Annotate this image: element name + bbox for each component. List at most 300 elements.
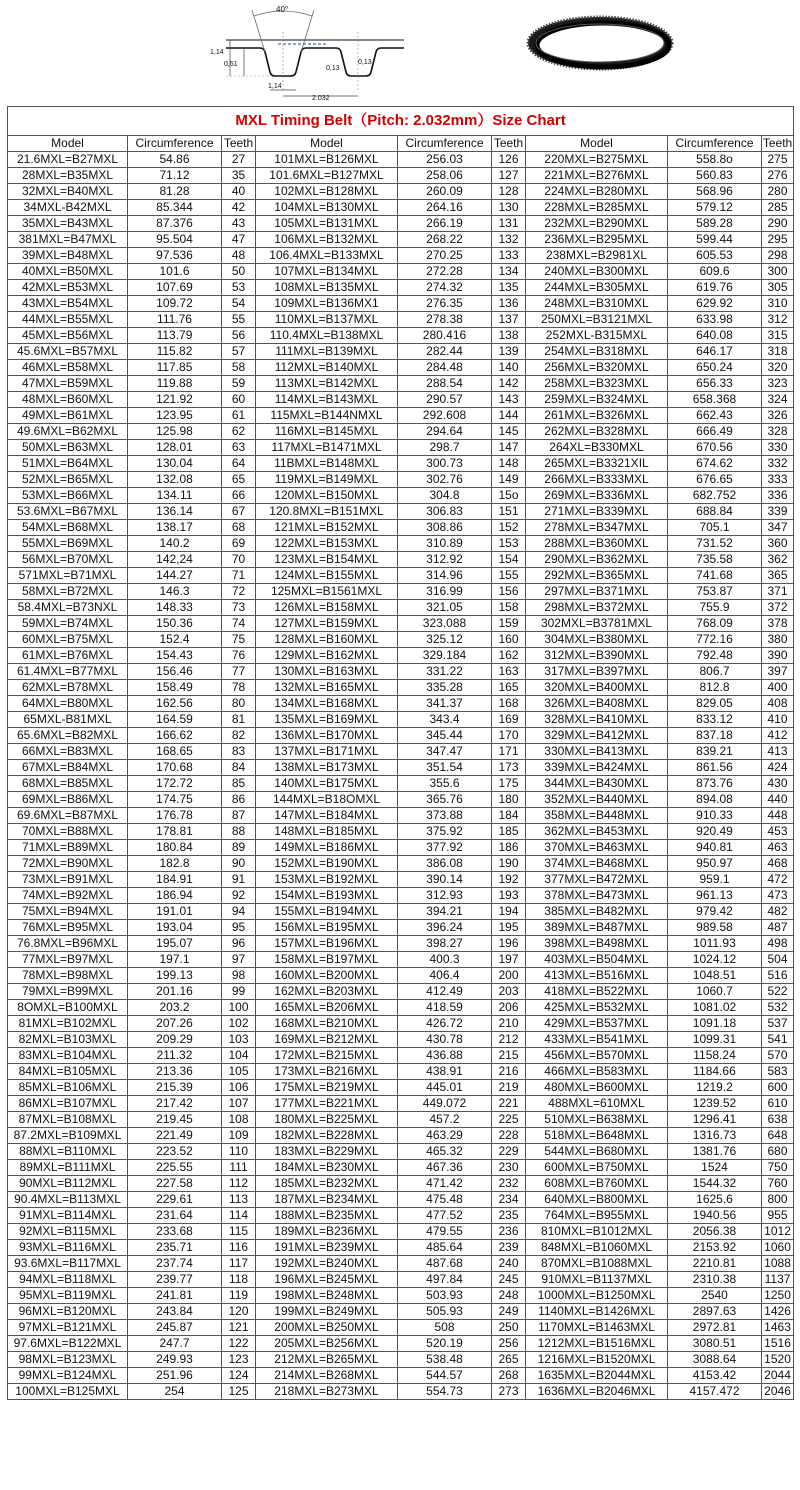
circumference-cell: 113.79 [128,328,222,344]
column-header-row [8,136,794,152]
table-body [8,152,794,1400]
circumference-cell: 554.73 [398,1384,492,1400]
circumference-cell: 150.36 [128,616,222,632]
circumference-cell: 355.6 [398,776,492,792]
teeth-cell: 365 [762,568,794,584]
model-cell: 147MXL=B184MXL [256,808,398,824]
table-row [8,488,794,504]
model-cell: 288MXL=B360MXL [526,536,668,552]
circumference-cell: 920.49 [668,824,762,840]
teeth-cell: 81 [222,712,256,728]
circumference-cell: 247.7 [128,1336,222,1352]
teeth-cell: 305 [762,280,794,296]
model-cell: 101MXL=B126MXL [256,152,398,168]
model-cell: 91MXL=B114MXL [8,1208,128,1224]
teeth-cell: 60 [222,392,256,408]
circumference-cell: 741.68 [668,568,762,584]
circumference-cell: 605.53 [668,248,762,264]
table-row [8,408,794,424]
circumference-cell: 1091.18 [668,1016,762,1032]
model-cell: 298MXL=B372MXL [526,600,668,616]
model-cell: 79MXL=B99MXL [8,984,128,1000]
teeth-cell: 87 [222,808,256,824]
circumference-cell: 292.608 [398,408,492,424]
table-row [8,1064,794,1080]
teeth-cell: 412 [762,728,794,744]
circumference-cell: 2056.38 [668,1224,762,1240]
teeth-cell: 91 [222,872,256,888]
teeth-cell: 276 [762,168,794,184]
table-row [8,1336,794,1352]
circumference-cell: 351.54 [398,760,492,776]
model-cell: 433MXL=B541MXL [526,1032,668,1048]
circumference-cell: 390.14 [398,872,492,888]
teeth-cell: 127 [492,168,526,184]
circumference-cell: 772.16 [668,632,762,648]
circumference-cell: 245.87 [128,1320,222,1336]
table-row [8,936,794,952]
table-row [8,344,794,360]
circumference-cell: 254 [128,1384,222,1400]
model-cell: 85MXL=B106MXL [8,1080,128,1096]
circumference-cell: 1625.6 [668,1192,762,1208]
teeth-cell: 197 [492,952,526,968]
model-cell: 1636MXL=B2046MXL [526,1384,668,1400]
circumference-cell: 839.21 [668,744,762,760]
model-cell: 292MXL=B365MXL [526,568,668,584]
model-cell: 1000MXL=B1250MXL [526,1288,668,1304]
teeth-cell: 171 [492,744,526,760]
model-cell: 49.6MXL=B62MXL [8,424,128,440]
circumference-cell: 438.91 [398,1064,492,1080]
model-cell: 67MXL=B84MXL [8,760,128,776]
teeth-cell: 472 [762,872,794,888]
teeth-cell: 94 [222,904,256,920]
model-cell: 250MXL=B3121MXL [526,312,668,328]
teeth-cell: 372 [762,600,794,616]
circumference-cell: 508 [398,1320,492,1336]
circumference-cell: 172.72 [128,776,222,792]
model-cell: 328MXL=B410MXL [526,712,668,728]
circumference-cell: 365.76 [398,792,492,808]
teeth-cell: 122 [222,1336,256,1352]
model-cell: 134MXL=B168MXL [256,696,398,712]
teeth-cell: 126 [492,152,526,168]
belt-photo [525,12,675,74]
table-row [8,1384,794,1400]
circumference-cell: 312.93 [398,888,492,904]
model-cell: 42MXL=B53MXL [8,280,128,296]
teeth-cell: 185 [492,824,526,840]
model-cell: 168MXL=B210MXL [256,1016,398,1032]
teeth-cell: 285 [762,200,794,216]
circumference-cell: 656.33 [668,376,762,392]
model-cell: 1216MXL=B1520MXL [526,1352,668,1368]
teeth-cell: 235 [492,1208,526,1224]
model-cell: 45MXL=B56MXL [8,328,128,344]
teeth-cell: 498 [762,936,794,952]
teeth-cell: 40 [222,184,256,200]
teeth-cell: 2044 [762,1368,794,1384]
circumference-cell: 197.1 [128,952,222,968]
teeth-cell: 487 [762,920,794,936]
model-cell: 90.4MXL=B113MXL [8,1192,128,1208]
teeth-cell: 275 [762,152,794,168]
teeth-cell: 86 [222,792,256,808]
circumference-cell: 1544.32 [668,1176,762,1192]
teeth-cell: 212 [492,1032,526,1048]
circumference-cell: 731.52 [668,536,762,552]
teeth-cell: 268 [492,1368,526,1384]
teeth-cell: 97 [222,952,256,968]
teeth-cell: 397 [762,664,794,680]
table-row [8,968,794,984]
table-row [8,664,794,680]
teeth-cell: 104 [222,1048,256,1064]
model-cell: 429MXL=B537MXL [526,1016,668,1032]
size-chart-table [7,106,794,1400]
teeth-cell: 96 [222,936,256,952]
teeth-cell: 265 [492,1352,526,1368]
circumference-cell: 386.08 [398,856,492,872]
circumference-cell: 457.2 [398,1112,492,1128]
table-row [8,776,794,792]
teeth-cell: 186 [492,840,526,856]
model-cell: 377MXL=B472MXL [526,872,668,888]
model-cell: 162MXL=B203MXL [256,984,398,1000]
teeth-cell: 133 [492,248,526,264]
circumference-cell: 3088.64 [668,1352,762,1368]
teeth-cell: 273 [492,1384,526,1400]
model-cell: 317MXL=B397MXL [526,664,668,680]
teeth-cell: 453 [762,824,794,840]
model-cell: 488MXL=610MXL [526,1096,668,1112]
model-cell: 78MXL=B98MXL [8,968,128,984]
circumference-cell: 619.76 [668,280,762,296]
circumference-cell: 154.43 [128,648,222,664]
table-row [8,1048,794,1064]
teeth-cell: 67 [222,504,256,520]
teeth-cell: 169 [492,712,526,728]
circumference-cell: 219.45 [128,1112,222,1128]
circumference-cell: 650.24 [668,360,762,376]
teeth-cell: 105 [222,1064,256,1080]
teeth-cell: 120 [222,1304,256,1320]
teeth-cell: 116 [222,1240,256,1256]
circumference-cell: 237.74 [128,1256,222,1272]
teeth-cell: 336 [762,488,794,504]
circumference-cell: 81.28 [128,184,222,200]
teeth-cell: 184 [492,808,526,824]
circumference-cell: 270.25 [398,248,492,264]
table-row [8,1192,794,1208]
circumference-cell: 128.01 [128,440,222,456]
model-cell: 34MXL-B42MXL [8,200,128,216]
circumference-cell: 688.84 [668,504,762,520]
teeth-cell: 249 [492,1304,526,1320]
circumference-cell: 123.95 [128,408,222,424]
tooth-height-label: 0,51 [224,61,238,68]
teeth-cell: 330 [762,440,794,456]
model-cell: 61.4MXL=B77MXL [8,664,128,680]
teeth-cell: 110 [222,1144,256,1160]
teeth-cell: 152 [492,520,526,536]
table-row [8,328,794,344]
teeth-cell: 232 [492,1176,526,1192]
model-cell: 212MXL=B265MXL [256,1352,398,1368]
model-cell: 378MXL=B473MXL [526,888,668,904]
circumference-cell: 674.62 [668,456,762,472]
model-cell: 149MXL=B186MXL [256,840,398,856]
circumference-cell: 199.13 [128,968,222,984]
model-cell: 130MXL=B163MXL [256,664,398,680]
circumference-cell: 755.9 [668,600,762,616]
teeth-cell: 149 [492,472,526,488]
teeth-cell: 144 [492,408,526,424]
table-row [8,696,794,712]
model-cell: 83MXL=B104MXL [8,1048,128,1064]
circumference-cell: 256.03 [398,152,492,168]
teeth-cell: 318 [762,344,794,360]
model-cell: 258MXL=B323MXL [526,376,668,392]
model-cell: 52MXL=B65MXL [8,472,128,488]
radius-left-label: 0,13 [326,65,340,72]
circumference-cell: 209.29 [128,1032,222,1048]
circumference-cell: 4153.42 [668,1368,762,1384]
table-row [8,472,794,488]
model-cell: 165MXL=B206MXL [256,1000,398,1016]
teeth-cell: 210 [492,1016,526,1032]
model-cell: 65MXL-B81MXL [8,712,128,728]
column-header: Circumference [668,136,762,152]
circumference-cell: 191.01 [128,904,222,920]
table-row [8,952,794,968]
model-cell: 370MXL=B463MXL [526,840,668,856]
teeth-cell: 151 [492,504,526,520]
table-row [8,504,794,520]
circumference-cell: 599.44 [668,232,762,248]
model-cell: 160MXL=B200MXL [256,968,398,984]
circumference-cell: 258.06 [398,168,492,184]
table-row [8,520,794,536]
teeth-cell: 125 [222,1384,256,1400]
teeth-cell: 216 [492,1064,526,1080]
model-cell: 265MXL=B3321XIL [526,456,668,472]
table-row [8,1128,794,1144]
teeth-cell: 139 [492,344,526,360]
circumference-cell: 375.92 [398,824,492,840]
table-row [8,376,794,392]
model-cell: 113MXL=B142MXL [256,376,398,392]
teeth-cell: 140 [492,360,526,376]
circumference-cell: 156.46 [128,664,222,680]
table-row [8,168,794,184]
table-row [8,1208,794,1224]
circumference-cell: 812.8 [668,680,762,696]
circumference-cell: 306.83 [398,504,492,520]
circumference-cell: 1099.31 [668,1032,762,1048]
teeth-cell: 121 [222,1320,256,1336]
table-row [8,808,794,824]
model-cell: 238MXL=B2981XL [526,248,668,264]
circumference-cell: 560.83 [668,168,762,184]
table-row [8,1016,794,1032]
table-row [8,1288,794,1304]
table-row [8,360,794,376]
teeth-cell: 89 [222,840,256,856]
teeth-cell: 347 [762,520,794,536]
teeth-cell: 180 [492,792,526,808]
teeth-cell: 473 [762,888,794,904]
teeth-cell: 156 [492,584,526,600]
circumference-cell: 249.93 [128,1352,222,1368]
teeth-cell: 413 [762,744,794,760]
teeth-cell: 62 [222,424,256,440]
teeth-cell: 114 [222,1208,256,1224]
circumference-cell: 1524 [668,1160,762,1176]
circumference-cell: 302.76 [398,472,492,488]
model-cell: 352MXL=B440MXL [526,792,668,808]
table-row [8,648,794,664]
table-row [8,728,794,744]
circumference-cell: 558.8o [668,152,762,168]
column-header: Circumference [398,136,492,152]
model-cell: 50MXL=B63MXL [8,440,128,456]
circumference-cell: 164.59 [128,712,222,728]
tooth-profile-diagram [208,2,408,100]
model-cell: 125MXL=B1561MXL [256,584,398,600]
table-row [8,536,794,552]
teeth-cell: 42 [222,200,256,216]
model-cell: 189MXL=B236MXL [256,1224,398,1240]
circumference-cell: 806.7 [668,664,762,680]
teeth-cell: 310 [762,296,794,312]
circumference-cell: 146.3 [128,584,222,600]
teeth-cell: 131 [492,216,526,232]
model-cell: 456MXL=B570MXL [526,1048,668,1064]
teeth-cell: 219 [492,1080,526,1096]
teeth-cell: 55 [222,312,256,328]
circumference-cell: 193.04 [128,920,222,936]
circumference-cell: 1024.12 [668,952,762,968]
circumference-cell: 471.42 [398,1176,492,1192]
teeth-cell: 66 [222,488,256,504]
circumference-cell: 436.88 [398,1048,492,1064]
circumference-cell: 195.07 [128,936,222,952]
circumference-cell: 125.98 [128,424,222,440]
teeth-cell: 56 [222,328,256,344]
teeth-cell: 109 [222,1128,256,1144]
table-row [8,904,794,920]
circumference-cell: 119.88 [128,376,222,392]
teeth-cell: 240 [492,1256,526,1272]
model-cell: 45.6MXL=B57MXL [8,344,128,360]
model-cell: 196MXL=B245MXL [256,1272,398,1288]
model-cell: 55MXL=B69MXL [8,536,128,552]
circumference-cell: 538.48 [398,1352,492,1368]
teeth-cell: 99 [222,984,256,1000]
model-cell: 214MXL=B268MXL [256,1368,398,1384]
model-cell: 100MXL=B125MXL [8,1384,128,1400]
model-cell: 339MXL=B424MXL [526,760,668,776]
table-row [8,1096,794,1112]
model-cell: 148MXL=B185MXL [256,824,398,840]
model-cell: 43MXL=B54MXL [8,296,128,312]
teeth-cell: 522 [762,984,794,1000]
model-cell: 120MXL=B150MXL [256,488,398,504]
model-cell: 329MXL=B412MXL [526,728,668,744]
model-cell: 116MXL=B145MXL [256,424,398,440]
column-header: Model [526,136,668,152]
teeth-cell: 98 [222,968,256,984]
teeth-cell: 75 [222,632,256,648]
teeth-cell: 1137 [762,1272,794,1288]
table-row [8,984,794,1000]
table-title: MXL Timing Belt（Pitch: 2.032mm）Size Chart [8,107,794,136]
model-cell: 248MXL=B310MXL [526,296,668,312]
model-cell: 60MXL=B75MXL [8,632,128,648]
circumference-cell: 682.752 [668,488,762,504]
model-cell: 128MXL=B160MXL [256,632,398,648]
teeth-cell: 570 [762,1048,794,1064]
teeth-cell: 74 [222,616,256,632]
circumference-cell: 753.87 [668,584,762,600]
model-cell: 640MXL=B800MXL [526,1192,668,1208]
teeth-cell: 955 [762,1208,794,1224]
model-cell: 330MXL=B413MXL [526,744,668,760]
table-row [8,856,794,872]
circumference-cell: 274.32 [398,280,492,296]
circumference-cell: 331.22 [398,664,492,680]
table-row [8,1256,794,1272]
teeth-cell: 138 [492,328,526,344]
table-row [8,280,794,296]
circumference-cell: 290.57 [398,392,492,408]
model-cell: 518MXL=B648MXL [526,1128,668,1144]
table-row [8,456,794,472]
table-row [8,888,794,904]
circumference-cell: 314.96 [398,568,492,584]
teeth-cell: 142 [492,376,526,392]
teeth-cell: 163 [492,664,526,680]
model-cell: 124MXL=B155MXL [256,568,398,584]
circumference-cell: 217.42 [128,1096,222,1112]
teeth-cell: 64 [222,456,256,472]
circumference-cell: 837.18 [668,728,762,744]
teeth-cell: 80 [222,696,256,712]
teeth-cell: 90 [222,856,256,872]
circumference-cell: 239.77 [128,1272,222,1288]
model-cell: 183MXL=B229MXL [256,1144,398,1160]
model-cell: 74MXL=B92MXL [8,888,128,904]
teeth-cell: 134 [492,264,526,280]
table-row [8,1320,794,1336]
circumference-cell: 658.368 [668,392,762,408]
model-cell: 114MXL=B143MXL [256,392,398,408]
table-row [8,616,794,632]
model-cell: 82MXL=B103MXL [8,1032,128,1048]
table-row [8,840,794,856]
circumference-cell: 148.33 [128,600,222,616]
table-row [8,792,794,808]
teeth-cell: 320 [762,360,794,376]
model-cell: 192MXL=B240MXL [256,1256,398,1272]
model-cell: 84MXL=B105MXL [8,1064,128,1080]
model-cell: 59MXL=B74MXL [8,616,128,632]
teeth-cell: 102 [222,1016,256,1032]
teeth-cell: 1426 [762,1304,794,1320]
model-cell: 221MXL=B276MXL [526,168,668,184]
